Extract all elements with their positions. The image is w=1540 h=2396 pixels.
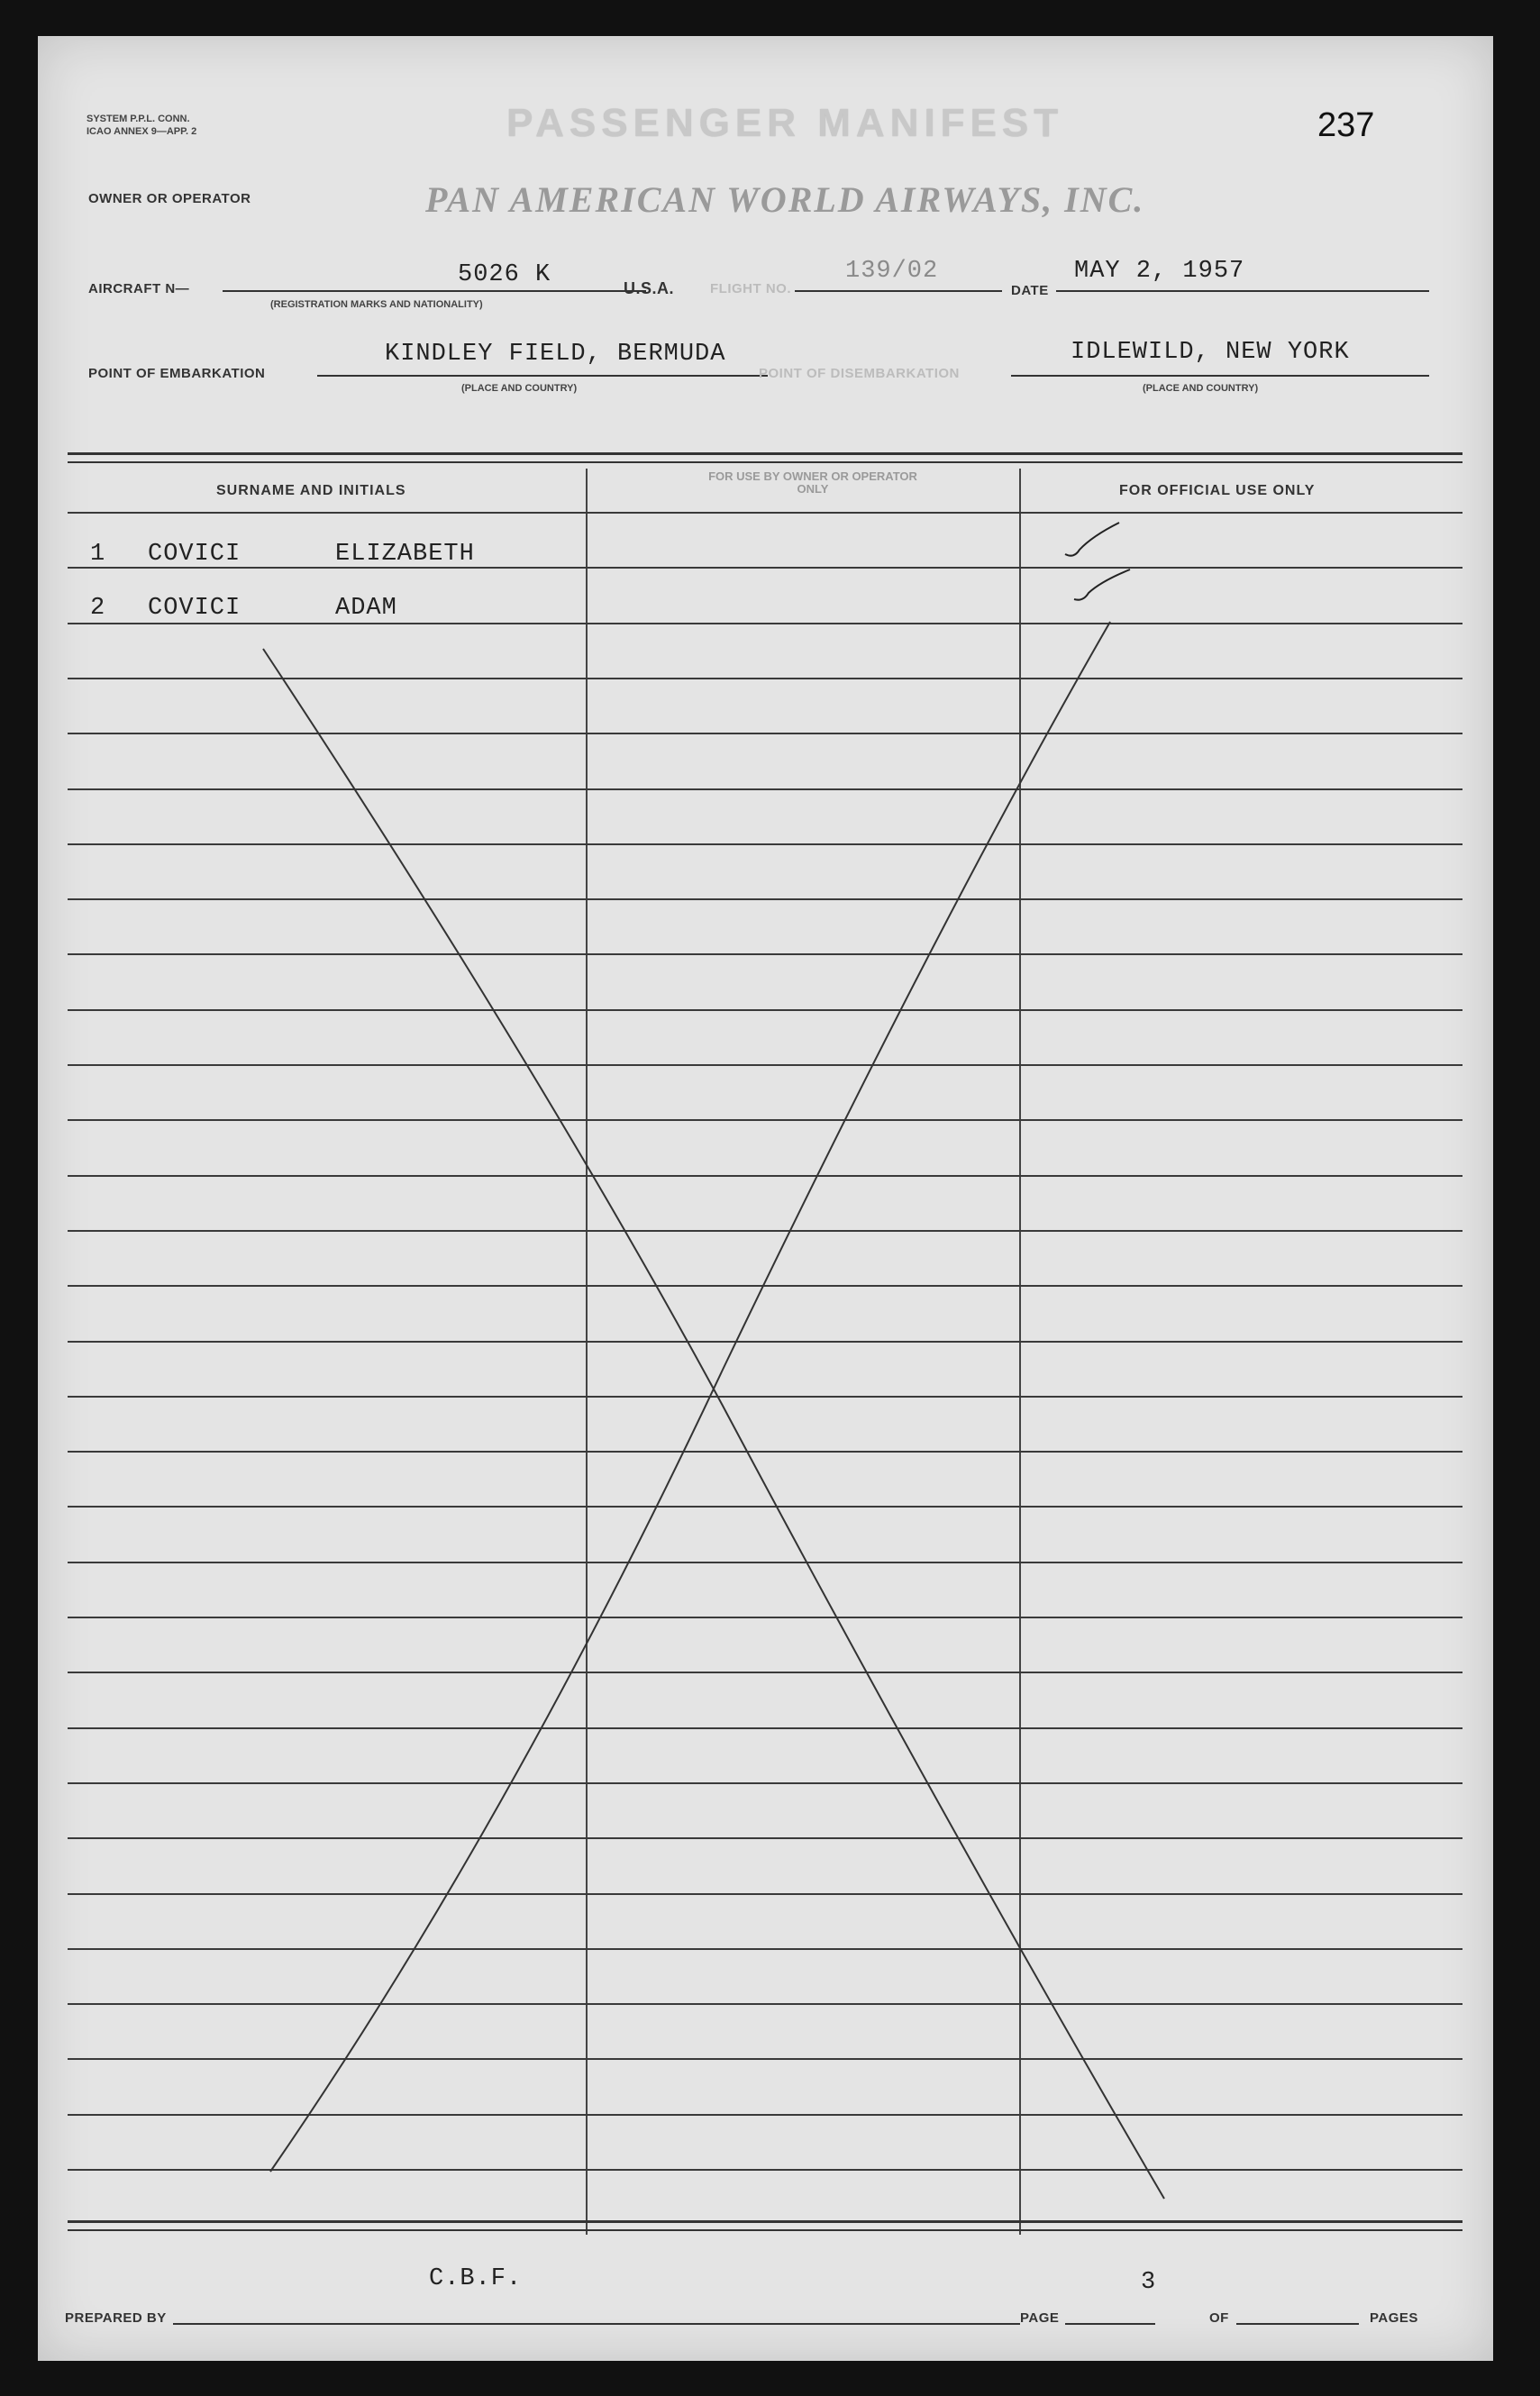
owner-label: OWNER OR OPERATOR bbox=[88, 191, 251, 206]
passenger-given-name: ELIZABETH bbox=[335, 541, 475, 568]
aircraft-label: AIRCRAFT N— bbox=[88, 281, 190, 296]
column-header-official-use: FOR OFFICIAL USE ONLY bbox=[1119, 483, 1316, 498]
disembarkation-value: IDLEWILD, NEW YORK bbox=[1071, 339, 1350, 366]
owner-value: PAN AMERICAN WORLD AIRWAYS, INC. bbox=[425, 179, 1145, 220]
column-header-owner-use: FOR USE BY OWNER OR OPERATOR ONLY bbox=[708, 469, 917, 496]
pages-label: PAGES bbox=[1370, 2310, 1418, 2326]
manifest-sheet bbox=[38, 36, 1493, 2361]
document-title: PASSENGER MANIFEST bbox=[506, 101, 1064, 145]
nationality: U.S.A. bbox=[624, 279, 675, 297]
date-label: DATE bbox=[1011, 283, 1049, 298]
cross-out-line bbox=[263, 649, 1164, 2199]
disembarkation-label: POINT OF DISEMBARKATION bbox=[759, 366, 960, 381]
of-label: OF bbox=[1209, 2310, 1229, 2326]
aircraft-registration: 5026 K bbox=[458, 261, 551, 288]
form-reference-1: SYSTEM P.P.L. CONN. bbox=[87, 114, 190, 124]
page-label: PAGE bbox=[1020, 2310, 1060, 2326]
disembarkation-caption: (PLACE AND COUNTRY) bbox=[1143, 383, 1259, 394]
checkmark-icon bbox=[1065, 523, 1119, 556]
flight-label: FLIGHT NO. bbox=[710, 281, 791, 296]
prepared-by-label: PREPARED BY bbox=[65, 2310, 167, 2326]
embarkation-label: POINT OF EMBARKATION bbox=[88, 366, 266, 381]
flight-date: MAY 2, 1957 bbox=[1074, 258, 1245, 285]
row-number: 2 bbox=[90, 595, 106, 622]
embarkation-value: KINDLEY FIELD, BERMUDA bbox=[385, 341, 726, 368]
column-header-surname: SURNAME AND INITIALS bbox=[216, 483, 406, 498]
passenger-surname: COVICI bbox=[148, 541, 241, 568]
form-reference-2: ICAO ANNEX 9—APP. 2 bbox=[87, 126, 197, 137]
handwritten-marks bbox=[38, 36, 1493, 2361]
passenger-surname: COVICI bbox=[148, 595, 241, 622]
page-stamp: 237 bbox=[1317, 106, 1375, 144]
row-number: 1 bbox=[90, 541, 106, 568]
page-number: 3 bbox=[1141, 2269, 1157, 2296]
passenger-given-name: ADAM bbox=[335, 595, 397, 622]
checkmark-icon bbox=[1074, 569, 1130, 600]
prepared-by-value: C.B.F. bbox=[429, 2265, 523, 2292]
embarkation-caption: (PLACE AND COUNTRY) bbox=[461, 383, 578, 394]
registration-caption: (REGISTRATION MARKS AND NATIONALITY) bbox=[270, 299, 483, 310]
flight-number: 139/02 bbox=[845, 258, 939, 285]
